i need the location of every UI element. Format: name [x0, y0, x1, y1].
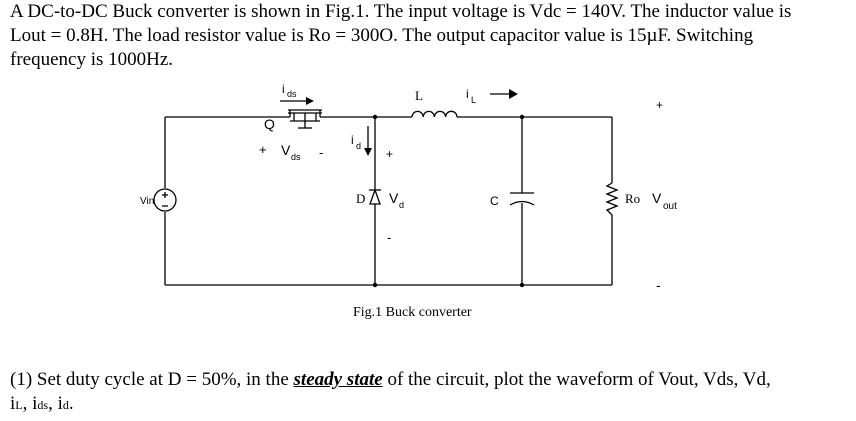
- resistor-symbol: [607, 183, 617, 215]
- question-1: [10, 368, 850, 417]
- end-period: .: [68, 393, 74, 414]
- current-ids-sub: ds: [37, 398, 49, 412]
- separator: ,: [48, 393, 58, 414]
- ids-arrowhead: [306, 97, 314, 105]
- current-id-sub: d: [62, 398, 69, 412]
- junction-dot: [520, 283, 524, 287]
- capacitor-label: C: [490, 194, 499, 208]
- source-label: Vin: [140, 196, 155, 207]
- intro-line-2: Lout = 0.8H. The load resistor value is Ro = 300O. The output capacitor value is 15µF. Switching: [10, 25, 754, 46]
- diode-symbol: [369, 190, 381, 204]
- intro-line-3: frequency is 1000Hz.: [10, 49, 174, 70]
- resistor-label: Ro: [625, 191, 641, 206]
- il-arrowhead: [509, 89, 518, 99]
- vds-minus: -: [319, 145, 324, 160]
- vout-plus: +: [656, 98, 664, 112]
- junction-dot: [373, 115, 377, 119]
- ids-label-i: i: [282, 82, 285, 96]
- vds-label-v: V: [281, 142, 291, 158]
- vd-minus: -: [387, 230, 392, 245]
- inductor-label: L: [415, 88, 423, 103]
- diode-label: D: [356, 191, 366, 206]
- vout-minus: -: [656, 277, 661, 293]
- vout-label-sub: out: [663, 201, 677, 212]
- vout-label-v: V: [652, 190, 662, 206]
- separator: ,: [22, 393, 33, 414]
- current-il-sub: L: [15, 398, 23, 412]
- vd-plus: +: [386, 147, 394, 161]
- question-suffix: of the circuit, plot the waveform of Vout, Vds, Vd,: [382, 369, 771, 390]
- question-prefix: (1) Set duty cycle at D = 50%, in the: [10, 369, 294, 390]
- figure-caption: Fig.1 Buck converter: [353, 305, 472, 320]
- vds-plus: +: [259, 142, 267, 157]
- vd-label-sub: d: [399, 200, 405, 210]
- vds-label-sub: ds: [291, 152, 301, 162]
- inductor-symbol: [412, 111, 457, 117]
- current-il-symbol: i: [10, 393, 16, 414]
- il-label-i: i: [466, 87, 469, 101]
- question-line-1: [10, 368, 850, 392]
- id-label-sub: d: [356, 141, 362, 151]
- current-id-symbol: i: [57, 393, 63, 414]
- junction-dot: [373, 283, 377, 287]
- junction-dot: [520, 115, 524, 119]
- vd-label-v: V: [389, 190, 399, 206]
- il-label-sub: L: [471, 95, 477, 105]
- intro-line-1: A DC-to-DC Buck converter is shown in Fig.1. The input voltage is Vdc = 140V. The inductor value is: [10, 1, 792, 22]
- current-ids-symbol: i: [32, 393, 38, 414]
- question-emphasis: steady state: [293, 369, 383, 390]
- ids-label-sub: ds: [287, 89, 297, 99]
- switch-label: Q: [264, 116, 275, 132]
- mosfet-switch-symbol: [288, 110, 322, 128]
- id-arrowhead: [364, 148, 372, 156]
- question-line-2: [10, 392, 850, 417]
- id-label-i: i: [351, 133, 354, 147]
